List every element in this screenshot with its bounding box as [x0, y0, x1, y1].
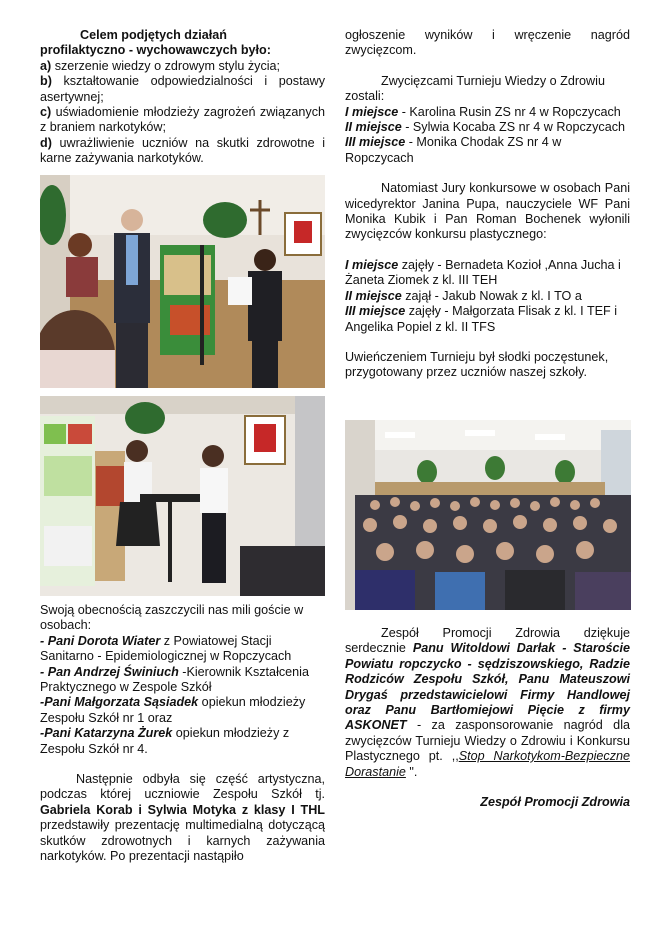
intro-heading-1: Celem podjętych działań: [80, 28, 227, 42]
guest-3: -Pani Małgorzata Sąsiadek opiekun młodzieży Zespołu Szkół nr 1 oraz: [40, 695, 306, 725]
photo-audience: [345, 420, 631, 610]
photo-presentation: [40, 396, 325, 596]
photo-award-ceremony: [40, 175, 325, 388]
winner-3: III miejsce - Monika Chodak ZS nr 4 w Ropczycach: [345, 135, 562, 165]
intro-heading-2: profilaktyczno - wychowawczych było:: [40, 43, 271, 58]
goal-b: b) kształtowanie odpowiedzialności i postawy asertywnej;: [40, 74, 325, 104]
left-column: [40, 28, 325, 167]
winner-2: II miejsce - Sylwia Kocaba ZS nr 4 w Ropczycach: [345, 120, 625, 135]
campaign-title: Stop Narkotykom-Bezpieczne Dorastanie: [345, 749, 631, 779]
art-winner-2: II miejsce zajął - Jakub Nowak z kl. I TO a: [345, 288, 582, 303]
signature: Zespół Promocji Zdrowia: [480, 795, 630, 810]
right-column-lower: [345, 626, 630, 810]
right-column: [345, 28, 630, 381]
thanks-paragraph: Zespół Promocji Zdrowia dziękuje serdecznie Panu Witoldowi Darłak - Staroście Powiatu ropczycko - sędziszowskiego, Radzie Rodziców Zespołu Szkół, Panu Mateuszowi Drygaś przedstawicielowi Firmy Handlowej oraz Panu Bartłomiejowi Pięcie z firmy ASKONET - za zasponsorowanie nagród dla zwycięzców Turnieju Wiedzy o Zdrowiu i Konkursu Plastycznego pt. ,,Stop Narkotykom-Bezpieczne Dorastanie ".: [345, 626, 631, 779]
guests-intro: Swoją obecnością zaszczycili nas mili goście w osobach:: [40, 603, 304, 633]
winner-1: I miejsce - Karolina Rusin ZS nr 4 w Ropczycach: [345, 104, 621, 119]
left-column-lower: [40, 603, 325, 865]
guest-4: -Pani Katarzyna Żurek opiekun młodzieży z Zespołu Szkół nr 4.: [40, 726, 290, 756]
guest-1: - Pani Dorota Wiater z Powiatowej Stacji Sanitarno - Epidemiologicznej w Ropczycach: [40, 633, 292, 664]
goal-d: d) uwrażliwienie uczniów na skutki zdrowotne i karne zażywania narkotyków.: [40, 135, 325, 166]
artistic-paragraph: Następnie odbyła się część artystyczna, podczas której uczniowie Zespołu Szkół tj. Gabriela Korab i Sylwia Motyka z klasy I THL przedstawiły prezentację multimedialną dotyczącą skutków zdrowotnych i karnych zażywania narkotyków. Po prezentacji nastąpiło: [40, 772, 325, 864]
jury-paragraph: Natomiast Jury konkursowe w osobach Pani wicedyrektor Janina Pupa, nauczyciele WF Pani Monika Kubik i Pan Roman Bochenek wyłonili zwycięzców konkursu plastycznego:: [345, 181, 630, 242]
closing-paragraph: Uwieńczeniem Turnieju był słodki poczęstunek, przygotowany przez uczniów naszej szkoły.: [345, 349, 609, 380]
goal-a: a) szerzenie wiedzy o zdrowym stylu życia;: [40, 58, 281, 73]
goal-c: c) uświadomienie młodzieży zagrożeń związanych z braniem narkotyków;: [40, 105, 325, 135]
results-intro: ogłoszenie wyników i wręczenie nagród zwycięzcom.: [345, 28, 630, 58]
guest-2: - Pan Andrzej Świniuch -Kierownik Kształcenia Praktycznego w Zespole Szkół: [40, 664, 309, 695]
art-winner-3: III miejsce zajęły - Małgorzata Flisak z kl. I TEF i Angelika Popiel z kl. II TFS: [345, 304, 618, 334]
art-winner-1: I miejsce zajęły - Bernadeta Kozioł ,Anna Jucha i Żaneta Ziomek z kl. III TEH: [345, 257, 621, 288]
winners-heading: Zwycięzcami Turnieju Wiedzy o Zdrowiu zostali:: [345, 73, 605, 104]
